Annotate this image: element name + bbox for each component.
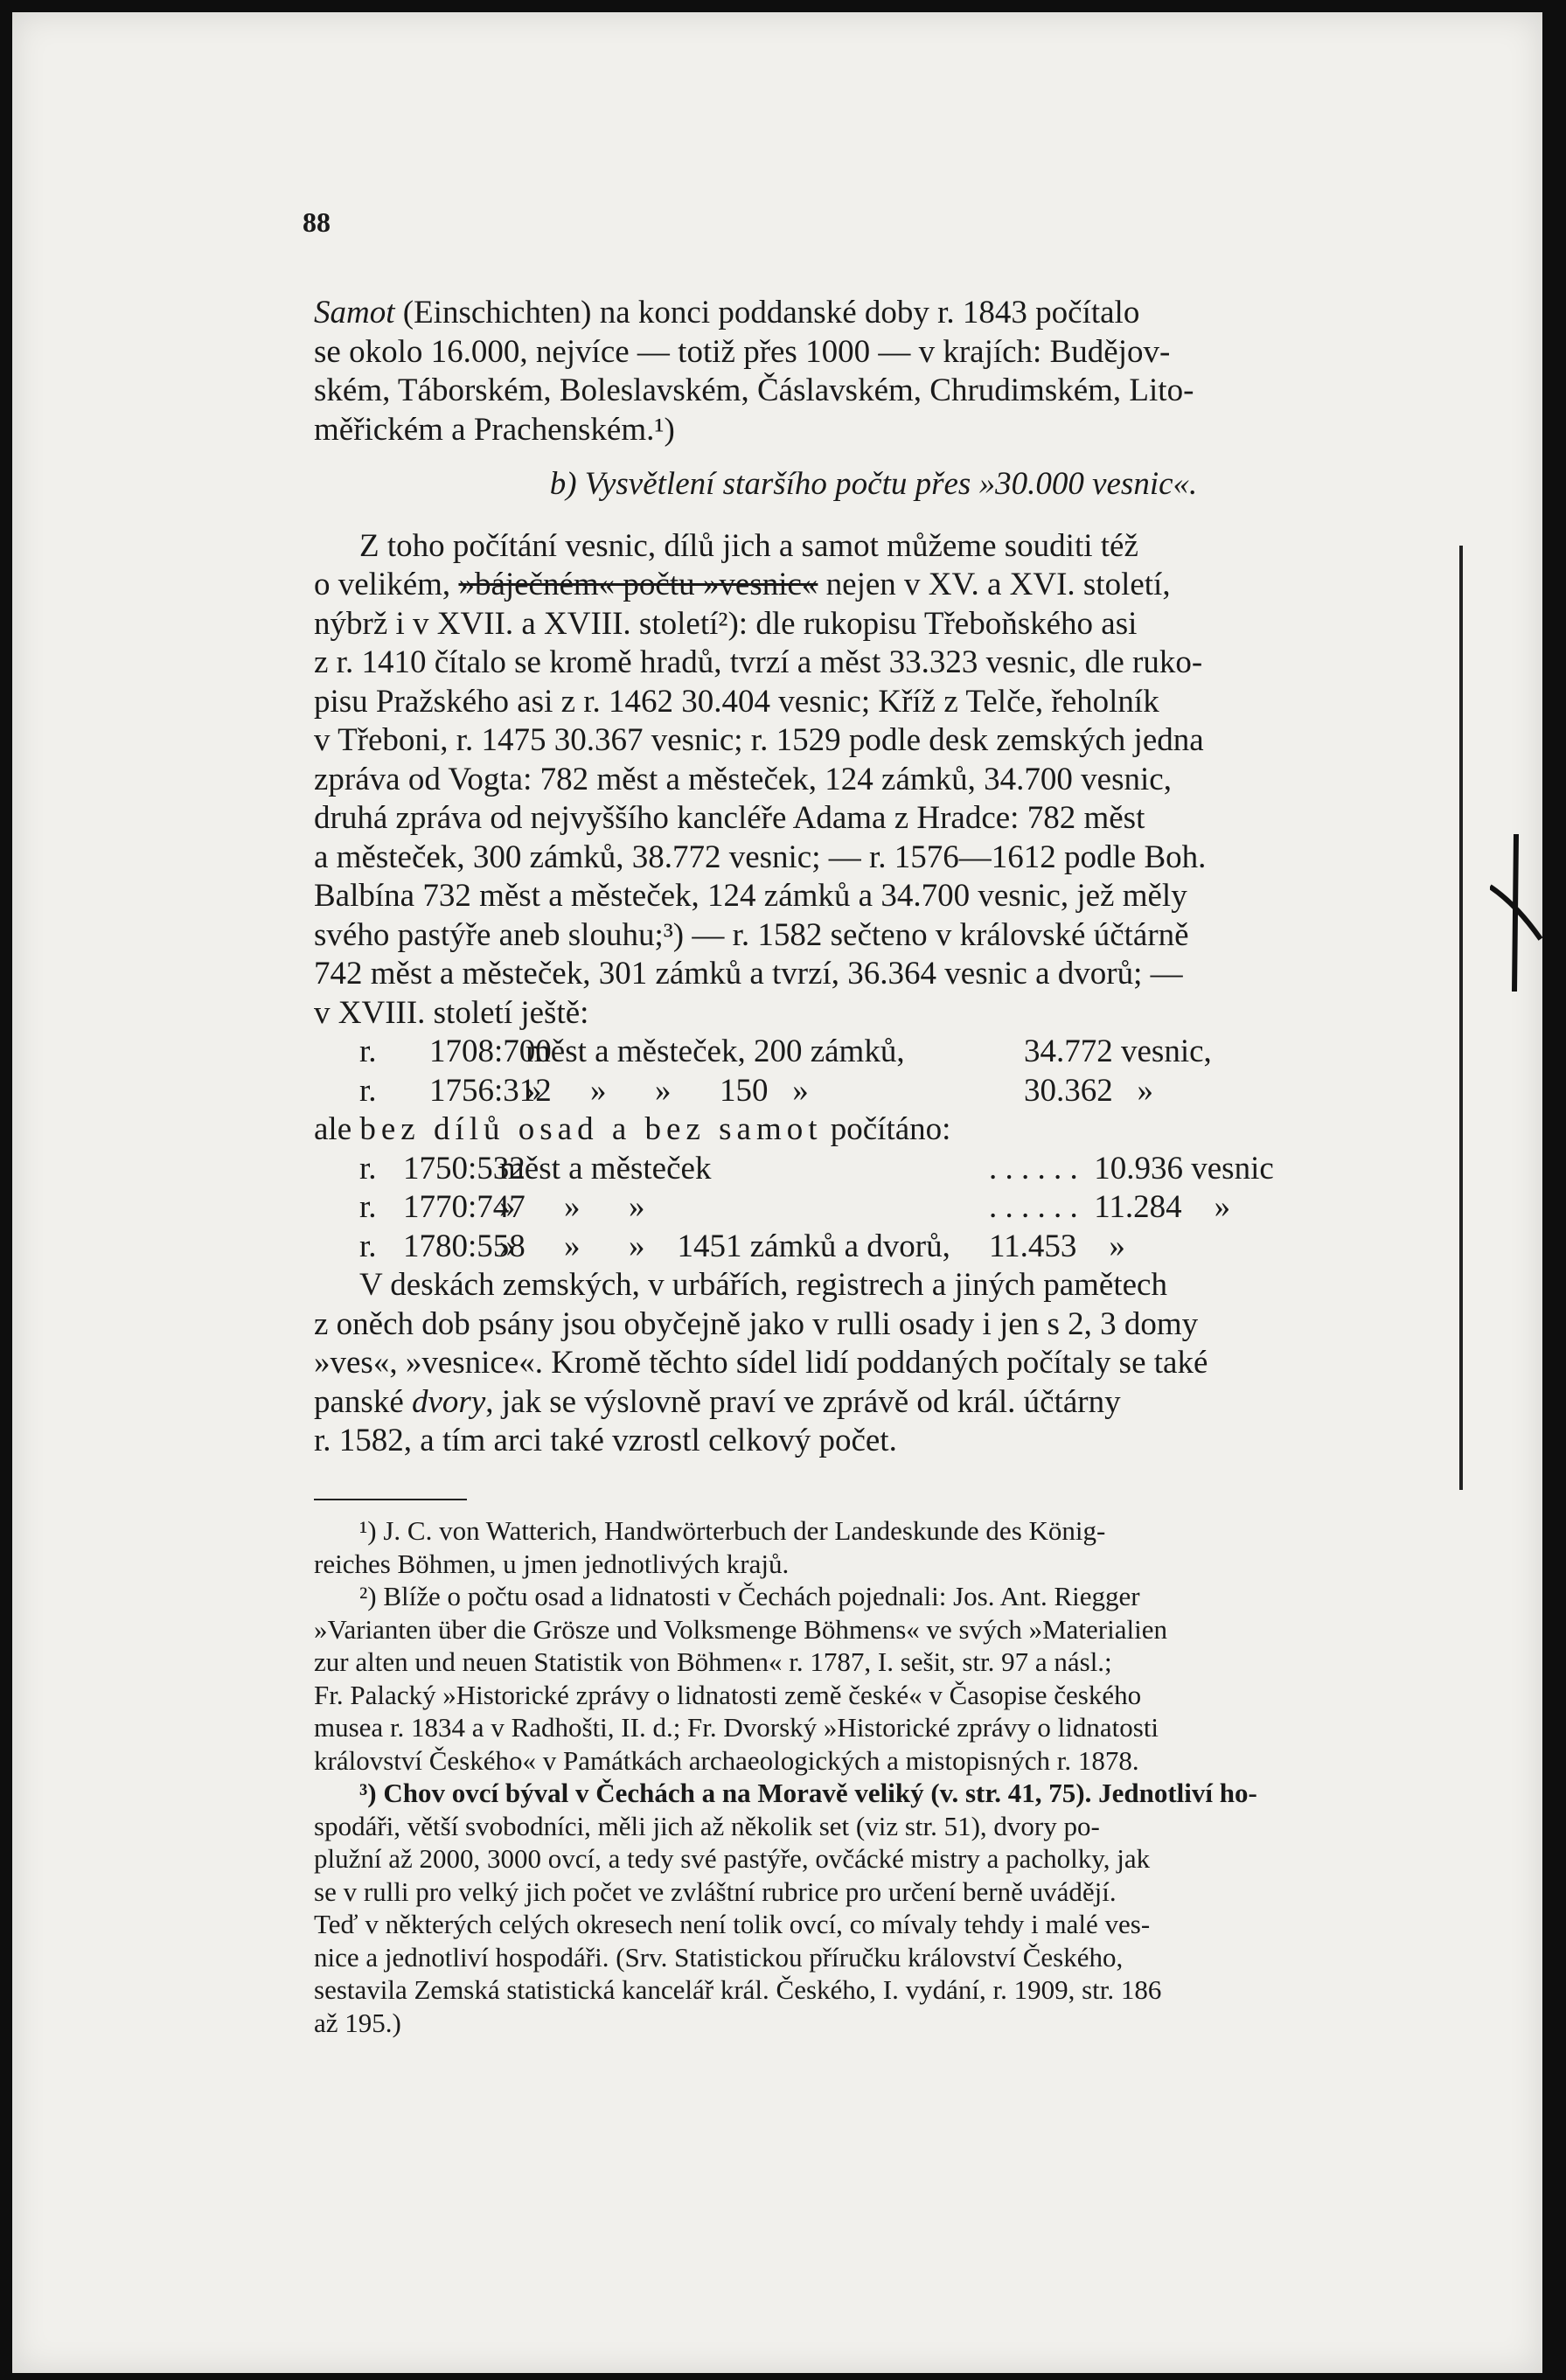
footnote-rule: [314, 1499, 467, 1500]
table-cell: 11.453 »: [989, 1228, 1125, 1264]
table-cell: » » » 1451 zámků a dvorů,: [499, 1228, 950, 1264]
text-line: pisu Pražského asi z r. 1462 30.404 vesnic; Kříž z Telče, řeholník: [314, 683, 1159, 720]
table-cell: . . . . . . 11.284 »: [989, 1189, 1231, 1225]
margin-cross-icon: [1490, 834, 1542, 992]
table-cell: měst a městeček, 200 zámků,: [525, 1033, 905, 1069]
table-cell: 1750:532: [403, 1150, 525, 1187]
text-line: Balbína 732 měst a městeček, 124 zámků a 34.700 vesnic, jež měly: [314, 878, 1187, 914]
text-line: měřickém a Prachenském.¹): [314, 411, 675, 448]
footnote-line: až 195.): [314, 2007, 401, 2038]
footnote-line: reiches Böhmen, u jmen jednotlivých krajů.: [314, 1548, 790, 1579]
table-cell: 30.362 »: [1024, 1072, 1153, 1109]
line-rest: (Einschichten) na konci poddanské doby r. 1843 počítalo: [394, 295, 1140, 331]
text-line: z r. 1410 čítalo se kromě hradů, tvrzí a měst 33.323 vesnic, dle ruko-: [314, 644, 1203, 680]
footnote-line: »Varianten über die Grösze und Volksmenge Böhmens« ve svých »Materialien: [314, 1613, 1167, 1645]
main-text: [314, 294, 1433, 1461]
footnote-line: musea r. 1834 a v Radhošti, II. d.; Fr. Dvorský »Historické zprávy o lidnatosti: [314, 1712, 1159, 1743]
footnote-line: ³) Chov ovcí býval v Čechách a na Moravě veliký (v. str. 41, 75). Jednotliví ho-: [359, 1778, 1257, 1808]
line-part: panské: [314, 1383, 412, 1420]
text-line: Z toho počítání vesnic, dílů jich a samot můžeme souditi též: [359, 527, 1138, 564]
line-part: nejen v XV. a XVI. století,: [818, 567, 1171, 602]
text-line: v XVIII. století ještě:: [314, 994, 589, 1031]
text-line: ském, Táborském, Boleslavském, Čáslavském, Chrudimském, Lito-: [314, 372, 1194, 408]
text-line: r. 1582, a tím arci také vzrostl celkový počet.: [314, 1423, 897, 1458]
table-cell: měst a městeček: [499, 1150, 712, 1187]
section-heading: b) Vysvětlení staršího počtu přes »30.000 vesnic«.: [549, 466, 1198, 502]
text-line: nýbrž i v XVII. a XVIII. století²): dle rukopisu Třeboňského asi: [314, 605, 1138, 642]
text-line: »ves«, »vesnice«. Kromě těchto sídel lidí poddaných počítaly se také: [314, 1345, 1208, 1381]
text-line: a městeček, 300 zámků, 38.772 vesnic; — r. 1576—1612 podle Boh.: [314, 839, 1207, 875]
table-cell: » » » 150 »: [525, 1072, 809, 1109]
text-line: [314, 1383, 1433, 1423]
table-cell: r.: [359, 1072, 377, 1109]
footnote-line: království Českého« v Památkách archaeologických a mistopisných r. 1878.: [314, 1744, 1139, 1776]
text-line: se okolo 16.000, nejvíce — totiž přes 1000 — v krajích: Budějov-: [314, 333, 1171, 370]
table-cell: r.: [359, 1228, 377, 1264]
samot-term: Samot: [314, 295, 395, 331]
footnote-line: plužní až 2000, 3000 ovcí, a tedy své pastýře, ovčácké mistry a pacholky, jak: [314, 1843, 1151, 1874]
table-cell: r.: [359, 1189, 377, 1225]
text-line: zpráva od Vogta: 782 měst a městeček, 124 zámků, 34.700 vesnic,: [314, 761, 1172, 797]
line-part: , jak se výslovně praví ve zprávě od král. účtárny: [485, 1383, 1121, 1420]
census-table-2: [314, 1150, 1433, 1267]
line-part: počítáno:: [822, 1111, 951, 1147]
scanned-page: [12, 12, 1542, 2373]
footnote-line: sestavila Zemská statistická kancelář král. Českého, I. vydání, r. 1909, str. 186: [314, 1974, 1162, 2005]
dvory-term: dvory: [412, 1383, 486, 1420]
footnote-line: spodáři, větší svobodníci, měli jich až několik set (viz str. 51), dvory po-: [314, 1810, 1100, 1841]
table-cell: » » »: [499, 1189, 645, 1225]
footnote-line: ²) Blíže o počtu osad a lidnatosti v Čechách pojednali: Jos. Ant. Riegger: [359, 1581, 1140, 1611]
footnote-line: zur alten und neuen Statistik von Böhmen« r. 1787, I. sešit, str. 97 a násl.;: [314, 1646, 1112, 1677]
table-cell: 1756:312: [429, 1072, 552, 1109]
text-line: svého pastýře aneb slouhu;³) — r. 1582 sečteno v královské účtárně: [314, 916, 1189, 953]
footnote-line: Fr. Palacký »Historické zprávy o lidnatosti země české« v Časopise českého: [314, 1679, 1142, 1710]
census-table-1: [314, 1033, 1433, 1110]
table-cell: 1708:700: [429, 1033, 552, 1069]
table-cell: r.: [359, 1033, 377, 1069]
footnote-line: Teď v některých celých okresech není tolik ovcí, co mívaly tehdy i malé ves-: [314, 1909, 1151, 1939]
struck-phrase: »báječném« počtu »vesnic«: [458, 567, 818, 602]
table-cell: . . . . . . 10.936 vesnic: [989, 1150, 1274, 1187]
text-line: [314, 566, 1433, 605]
footnote-line: ¹) J. C. von Watterich, Handwörterbuch der Landeskunde des König-: [359, 1515, 1106, 1546]
footnote-line: nice a jednotliví hospodáři. (Srv. Statistickou příručku království Českého,: [314, 1941, 1124, 1973]
text-line: z oněch dob psány jsou obyčejně jako v rulli osady i jen s 2, 3 domy: [314, 1305, 1199, 1342]
table-cell: 1770:747: [403, 1189, 525, 1225]
footnote-line: se v rulli pro velký jich počet ve zvláštní rubrice pro určení berně uvádějí.: [314, 1875, 1117, 1907]
text-line: v Třeboni, r. 1475 30.367 vesnic; r. 1529 podle desk zemských jedna: [314, 722, 1204, 758]
page-number: 88: [303, 206, 331, 238]
line-part: o velikém,: [314, 567, 459, 602]
table-cell: 1780:558: [403, 1228, 525, 1264]
line-part: ale: [314, 1111, 360, 1147]
text-line: druhá zpráva od nejvyššího kancléře Adama z Hradce: 782 měst: [314, 800, 1145, 836]
table-cell: 34.772 vesnic,: [1024, 1033, 1212, 1069]
spaced-phrase: bez dílů osad a bez samot: [359, 1111, 823, 1147]
text-line: 742 měst a městeček, 301 zámků a tvrzí, 36.364 vesnic a dvorů; —: [314, 956, 1183, 992]
text-line: [314, 1110, 1433, 1150]
margin-line-icon: [1459, 546, 1463, 1490]
text-line: V deskách zemských, v urbářích, registrech a jiných pamětech: [359, 1267, 1167, 1303]
text-line: [314, 294, 1433, 333]
table-cell: r.: [359, 1150, 377, 1187]
footnotes: [314, 1514, 1433, 2039]
